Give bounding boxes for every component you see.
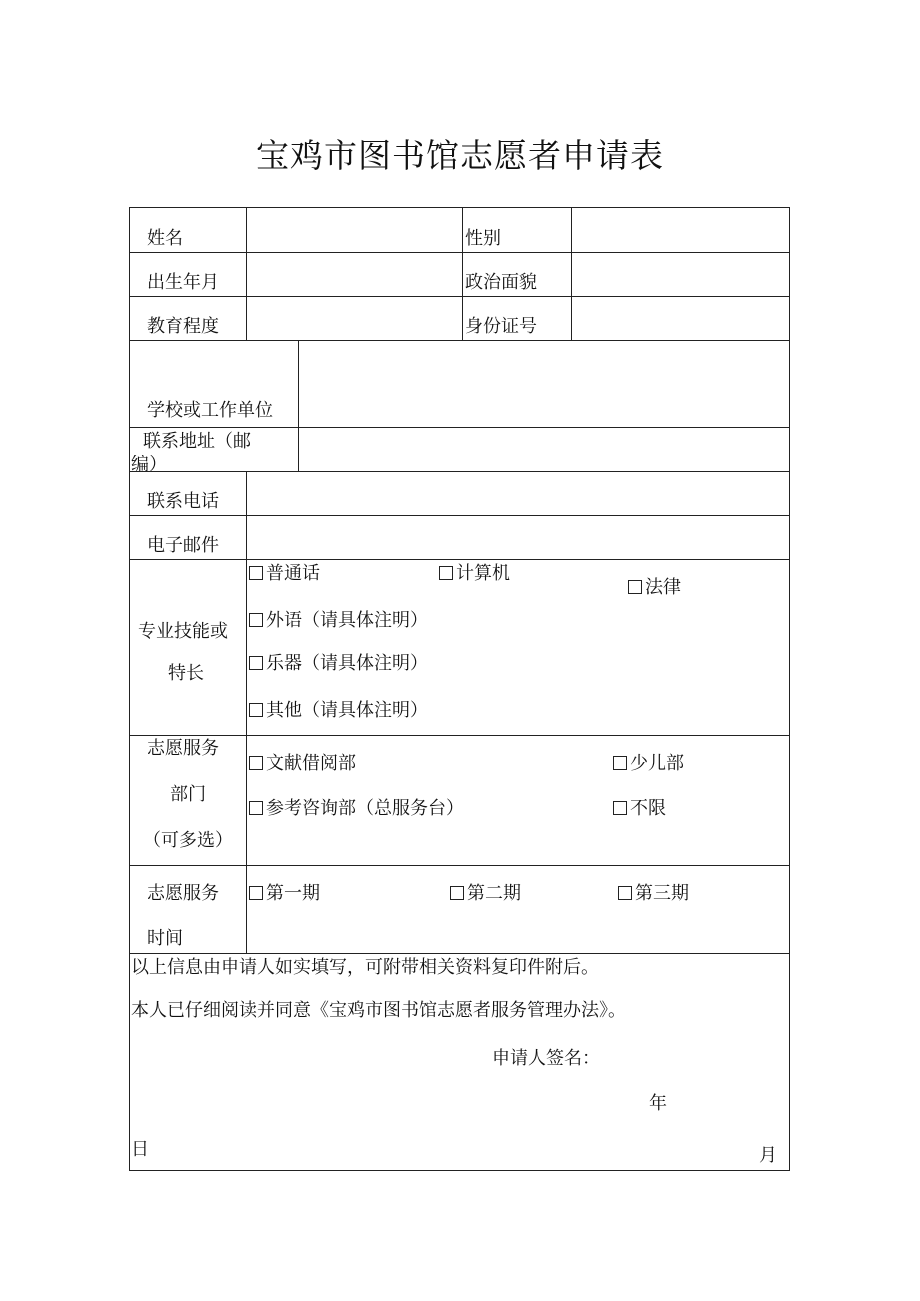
dept-unlimited-option[interactable] [613,799,666,819]
skill-other-option[interactable] [249,701,428,721]
computer-checkbox[interactable] [439,566,453,580]
mandarin-label: 普通话 [266,563,320,584]
reference-label: 参考咨询部（总服务台） [266,798,464,819]
birth-label: 出生年月 [147,272,219,293]
political-label: 政治面貌 [465,272,537,293]
literature-checkbox[interactable] [249,756,263,770]
education-label: 教育程度 [147,316,219,337]
unlimited-label: 不限 [630,798,666,819]
form-border-right [789,207,790,1171]
rule-9 [129,865,790,866]
department-label-line3: （可多选） [143,830,233,851]
gender-field[interactable] [572,208,789,252]
instrument-checkbox[interactable] [249,656,263,670]
law-label: 法律 [645,577,681,598]
name-label: 姓名 [147,228,183,249]
rule-8 [129,735,790,736]
children-label: 少儿部 [630,753,684,774]
declaration-line2: 本人已仔细阅读并同意《宝鸡市图书馆志愿者服务管理办法》。 [131,1000,626,1021]
second-period-label: 第二期 [467,883,521,904]
birth-field[interactable] [247,253,462,296]
period-third-option[interactable] [618,884,689,904]
mandarin-checkbox[interactable] [249,566,263,580]
law-checkbox[interactable] [628,580,642,594]
reference-checkbox[interactable] [249,801,263,815]
period-label-line1: 志愿服务 [147,883,219,904]
other-label: 其他（请具体注明） [266,700,428,721]
date-month: 月 [759,1145,777,1166]
foreign-language-label: 外语（请具体注明） [266,610,428,631]
third-period-checkbox[interactable] [618,886,632,900]
declaration-line1: 以上信息由申请人如实填写，可附带相关资料复印件附后。 [131,957,599,978]
instrument-label: 乐器（请具体注明） [266,653,428,674]
skills-label-line2: 特长 [168,663,204,684]
email-field[interactable] [247,516,789,559]
skill-mandarin-option[interactable] [249,564,320,584]
school-field[interactable] [299,341,789,427]
period-label-line2: 时间 [147,928,183,949]
dept-reference-option[interactable] [249,799,464,819]
period-second-option[interactable] [450,884,521,904]
name-field[interactable] [247,208,462,252]
school-label: 学校或工作单位 [147,400,273,421]
date-year: 年 [649,1093,667,1114]
address-label-line1: 联系地址（邮 [143,431,251,452]
skill-law-option[interactable] [628,578,681,598]
department-label-line2: 部门 [170,784,206,805]
application-form [129,207,790,1171]
col-rule-mid [462,207,463,340]
address-field[interactable] [299,428,789,471]
page-title: 宝鸡市图书馆志愿者申请表 [256,136,664,175]
education-field[interactable] [247,297,462,340]
dept-children-option[interactable] [613,754,684,774]
email-label: 电子邮件 [147,535,219,556]
gender-label: 性别 [465,228,501,249]
signature-field[interactable] [609,1042,779,1076]
first-period-label: 第一期 [266,883,320,904]
foreign-language-checkbox[interactable] [249,613,263,627]
children-checkbox[interactable] [613,756,627,770]
form-border-left [129,207,130,1171]
department-label-line1: 志愿服务 [147,738,219,759]
computer-label: 计算机 [456,563,510,584]
skill-instrument-option[interactable] [249,654,428,674]
date-day: 日 [131,1139,149,1160]
phone-label: 联系电话 [147,491,219,512]
literature-label: 文献借阅部 [266,753,356,774]
id-label: 身份证号 [465,316,537,337]
rule-7 [129,559,790,560]
phone-field[interactable] [247,472,789,515]
political-field[interactable] [572,253,789,296]
unlimited-checkbox[interactable] [613,801,627,815]
dept-literature-option[interactable] [249,754,356,774]
first-period-checkbox[interactable] [249,886,263,900]
third-period-label: 第三期 [635,883,689,904]
skill-foreign-language-option[interactable] [249,611,428,631]
period-first-option[interactable] [249,884,320,904]
form-border-bottom [129,1170,790,1171]
other-checkbox[interactable] [249,703,263,717]
skills-label-line1: 专业技能或 [138,621,228,642]
rule-10 [129,953,790,954]
skill-computer-option[interactable] [439,564,510,584]
id-field[interactable] [572,297,789,340]
address-label-line2: 编） [131,455,167,471]
signature-label: 申请人签名： [492,1048,600,1069]
second-period-checkbox[interactable] [450,886,464,900]
